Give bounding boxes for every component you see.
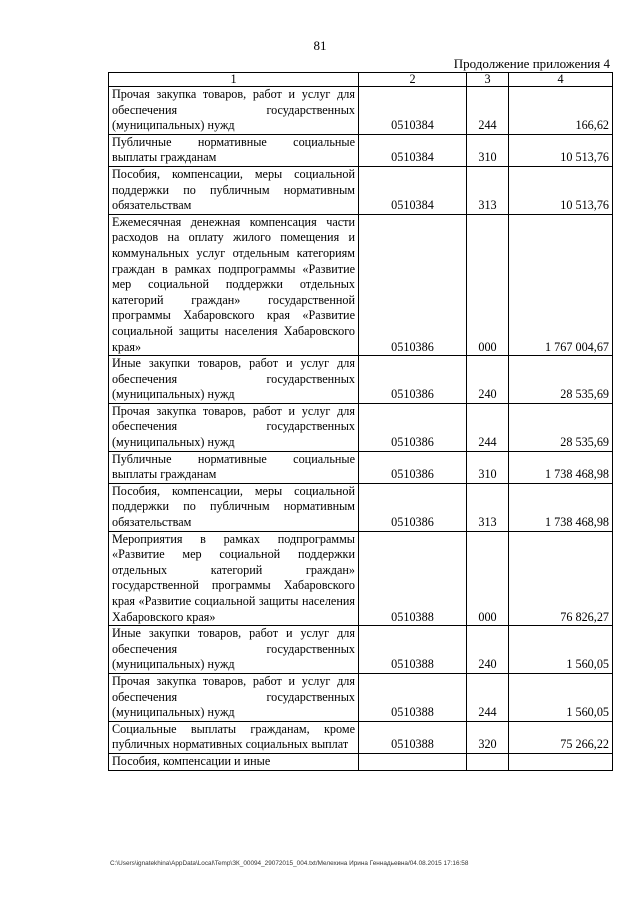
row-type: 313 <box>467 483 509 531</box>
continuation-label: Продолжение приложения 4 <box>453 56 610 71</box>
row-sum: 1 560,05 <box>509 626 613 674</box>
table-row <box>109 356 613 404</box>
row-sum: 28 535,69 <box>509 403 613 451</box>
row-name: Пособия, компенсации и иные <box>109 753 359 770</box>
column-header: 1 <box>109 73 359 87</box>
row-name: Иные закупки товаров, работ и услуг для обеспечения государственных (муниципальных) нужд <box>109 626 359 674</box>
document-footer-path: C:\Users\ignatekhina\AppData\Local\Temp\ЗК_00094_29072015_004.txt/Мелехина Ирина Геннадьевна/04.08.2015 17:16:58 <box>110 860 469 867</box>
row-type: 244 <box>467 403 509 451</box>
row-type: 240 <box>467 356 509 404</box>
column-header: 2 <box>359 73 467 87</box>
table-row <box>109 626 613 674</box>
row-name: Прочая закупка товаров, работ и услуг для обеспечения государственных (муниципальных) нужд <box>109 87 359 135</box>
row-code: 0510384 <box>359 87 467 135</box>
table-row <box>109 673 613 721</box>
row-sum: 10 513,76 <box>509 166 613 214</box>
table-row <box>109 166 613 214</box>
row-name: Иные закупки товаров, работ и услуг для обеспечения государственных (муниципальных) нужд <box>109 356 359 404</box>
row-code: 0510386 <box>359 451 467 483</box>
row-sum: 75 266,22 <box>509 721 613 753</box>
row-code: 0510386 <box>359 483 467 531</box>
row-type: 320 <box>467 721 509 753</box>
row-sum: 1 738 468,98 <box>509 483 613 531</box>
table-row <box>109 403 613 451</box>
row-name: Ежемесячная денежная компенсация части расходов на оплату жилого помещения и коммунальных услуг отдельным категориям граждан в рамках подпрограммы «Развитие мер социальной поддержки отдельных категорий граждан» государственной программы Хабаровского края «Развитие социальной защиты населения Хабаровского края» <box>109 214 359 355</box>
row-code: 0510388 <box>359 673 467 721</box>
table-row <box>109 483 613 531</box>
row-code: 0510386 <box>359 403 467 451</box>
row-code: 0510386 <box>359 214 467 355</box>
table-row <box>109 451 613 483</box>
row-code: 0510384 <box>359 134 467 166</box>
row-sum: 166,62 <box>509 87 613 135</box>
column-header: 3 <box>467 73 509 87</box>
table-row <box>109 214 613 355</box>
row-type: 310 <box>467 134 509 166</box>
table-row <box>109 531 613 626</box>
row-sum: 1 560,05 <box>509 673 613 721</box>
row-type: 244 <box>467 673 509 721</box>
row-sum <box>509 753 613 770</box>
row-name: Публичные нормативные социальные выплаты гражданам <box>109 451 359 483</box>
row-code: 0510388 <box>359 531 467 626</box>
table-row <box>109 753 613 770</box>
row-name: Пособия, компенсации, меры социальной поддержки по публичным нормативным обязательствам <box>109 166 359 214</box>
row-type: 313 <box>467 166 509 214</box>
row-sum: 76 826,27 <box>509 531 613 626</box>
row-sum: 1 767 004,67 <box>509 214 613 355</box>
row-name: Прочая закупка товаров, работ и услуг для обеспечения государственных (муниципальных) нужд <box>109 403 359 451</box>
table-row <box>109 134 613 166</box>
table-header-row <box>109 73 613 87</box>
row-name: Пособия, компенсации, меры социальной поддержки по публичным нормативным обязательствам <box>109 483 359 531</box>
row-sum: 28 535,69 <box>509 356 613 404</box>
row-type: 240 <box>467 626 509 674</box>
table-row <box>109 721 613 753</box>
row-type: 000 <box>467 214 509 355</box>
row-name: Публичные нормативные социальные выплаты гражданам <box>109 134 359 166</box>
row-type: 244 <box>467 87 509 135</box>
row-sum: 10 513,76 <box>509 134 613 166</box>
page-number: 81 <box>313 38 327 53</box>
row-type: 000 <box>467 531 509 626</box>
row-code: 0510384 <box>359 166 467 214</box>
row-type: 310 <box>467 451 509 483</box>
row-code: 0510388 <box>359 721 467 753</box>
row-type <box>467 753 509 770</box>
row-name: Мероприятия в рамках подпрограммы «Развитие мер социальной поддержки отдельных категорий граждан» государственной программы Хабаровского края «Развитие социальной защиты населения Хабаровского края» <box>109 531 359 626</box>
row-sum: 1 738 468,98 <box>509 451 613 483</box>
column-header: 4 <box>509 73 613 87</box>
budget-table <box>108 72 613 771</box>
table-row <box>109 87 613 135</box>
row-code: 0510386 <box>359 356 467 404</box>
row-name: Социальные выплаты гражданам, кроме публичных нормативных социальных выплат <box>109 721 359 753</box>
row-code <box>359 753 467 770</box>
row-name: Прочая закупка товаров, работ и услуг для обеспечения государственных (муниципальных) нужд <box>109 673 359 721</box>
row-code: 0510388 <box>359 626 467 674</box>
